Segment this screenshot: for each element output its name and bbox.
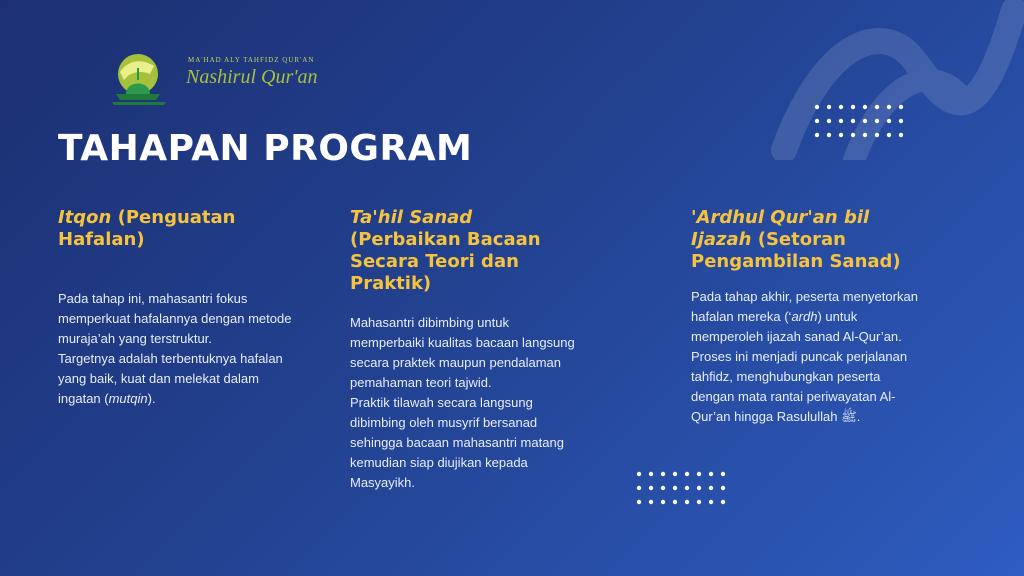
decorative-dot (721, 472, 725, 476)
stage-title-italic: Ta'hil Sanad (350, 207, 473, 228)
decorative-dot (827, 133, 831, 137)
decorative-dot (887, 119, 891, 123)
stage-title-rest: (Perbaikan Bacaan Secara Teori dan Praktik) (350, 229, 541, 294)
decorative-dot (851, 105, 855, 109)
stage-description (58, 289, 298, 409)
decorative-dot (851, 119, 855, 123)
decorative-dot (839, 133, 843, 137)
logo (110, 50, 340, 110)
decorative-dot (815, 133, 819, 137)
stage-ardhul-quran (691, 207, 921, 427)
decorative-dot (827, 119, 831, 123)
decorative-dot (899, 119, 903, 123)
decorative-dot (673, 486, 677, 490)
logo-title: Nashirul Qur'an (186, 66, 318, 88)
stage-paragraph-2-end: ). (147, 391, 156, 406)
decorative-dot (685, 472, 689, 476)
stage-tahil-sanad (350, 207, 585, 493)
decorative-dot (697, 500, 701, 504)
page-title: TAHAPAN PROGRAM (58, 128, 473, 169)
dot-grid-top (814, 104, 906, 140)
stage-paragraph-2: Praktik tilawah secara langsung dibimbing oleh musyrif bersanad sehingga bacaan mahasantri matang kemudian siap diujikan kepada Masyayikh. (350, 395, 564, 490)
decorative-dot (649, 486, 653, 490)
stage-title (58, 207, 298, 251)
stage-paragraph-1: Pada tahap ini, mahasantri fokus memperkuat hafalannya dengan metode muraja’ah yang terstruktur. (58, 291, 292, 346)
decorative-dot (815, 119, 819, 123)
decorative-dot (875, 105, 879, 109)
decorative-dot (697, 486, 701, 490)
decorative-dot (673, 500, 677, 504)
decorative-dot (815, 105, 819, 109)
stage-paragraph-2-start: Targetnya adalah terbentuknya hafalan yang baik, kuat dan melekat dalam ingatan ( (58, 351, 283, 406)
mosque-globe-icon (110, 50, 170, 106)
decorative-dot (875, 119, 879, 123)
decorative-dot (721, 500, 725, 504)
decorative-dot (649, 472, 653, 476)
decorative-dot (709, 472, 713, 476)
stage-description (691, 287, 921, 427)
stage-title-italic: Itqon (58, 207, 112, 228)
stage-paragraph-1-end: ) untuk memperoleh ijazah sanad Al-Qur’an. (691, 309, 902, 344)
decorative-dot (899, 105, 903, 109)
decorative-dot (875, 133, 879, 137)
stage-title-rest: (Penguatan Hafalan) (58, 207, 236, 250)
stage-title-rest: (Setoran Pengambilan Sanad) (691, 229, 901, 272)
logo-subtitle: MA'HAD ALY TAHFIDZ QUR'AN (188, 56, 315, 64)
decorative-dot (839, 119, 843, 123)
decorative-dot (685, 486, 689, 490)
decorative-dot (863, 105, 867, 109)
decorative-dot (637, 500, 641, 504)
stage-paragraph-1-emphasis: ardh (791, 309, 818, 324)
decorative-dot (661, 486, 665, 490)
stage-paragraph-1-start: Pada tahap akhir, peserta menyetorkan hafalan mereka (‘ (691, 289, 918, 324)
decorative-dot (887, 105, 891, 109)
decorative-dot (839, 105, 843, 109)
dot-grid-bottom (636, 471, 728, 507)
decorative-dot (637, 472, 641, 476)
decorative-dot (709, 486, 713, 490)
stage-title-italic: 'Ardhul Qur'an bil Ijazah (691, 207, 870, 250)
stage-paragraph-2: Proses ini menjadi puncak perjalanan tahfidz, menghubungkan peserta dengan mata rantai periwayatan Al-Qur’an hingga Rasulullah ﷺ. (691, 349, 908, 424)
stage-itqon (58, 207, 298, 409)
decorative-dot (661, 500, 665, 504)
decorative-dot (685, 500, 689, 504)
decorative-dot (863, 119, 867, 123)
stage-title (350, 207, 585, 295)
decorative-dot (899, 133, 903, 137)
stage-description (350, 313, 585, 493)
decorative-dot (709, 500, 713, 504)
decorative-dot (661, 472, 665, 476)
decorative-dot (851, 133, 855, 137)
stage-paragraph-2-emphasis: mutqin (108, 391, 148, 406)
decorative-dot (887, 133, 891, 137)
decorative-dot (697, 472, 701, 476)
stage-title (691, 207, 921, 273)
decorative-dot (673, 472, 677, 476)
decorative-dot (863, 133, 867, 137)
stage-paragraph-1: Mahasantri dibimbing untuk memperbaiki kualitas bacaan langsung secara praktek maupun pendalaman pemahaman teori tajwid. (350, 315, 575, 390)
decorative-dot (827, 105, 831, 109)
decorative-dot (721, 486, 725, 490)
decorative-dot (649, 500, 653, 504)
decorative-dot (637, 486, 641, 490)
